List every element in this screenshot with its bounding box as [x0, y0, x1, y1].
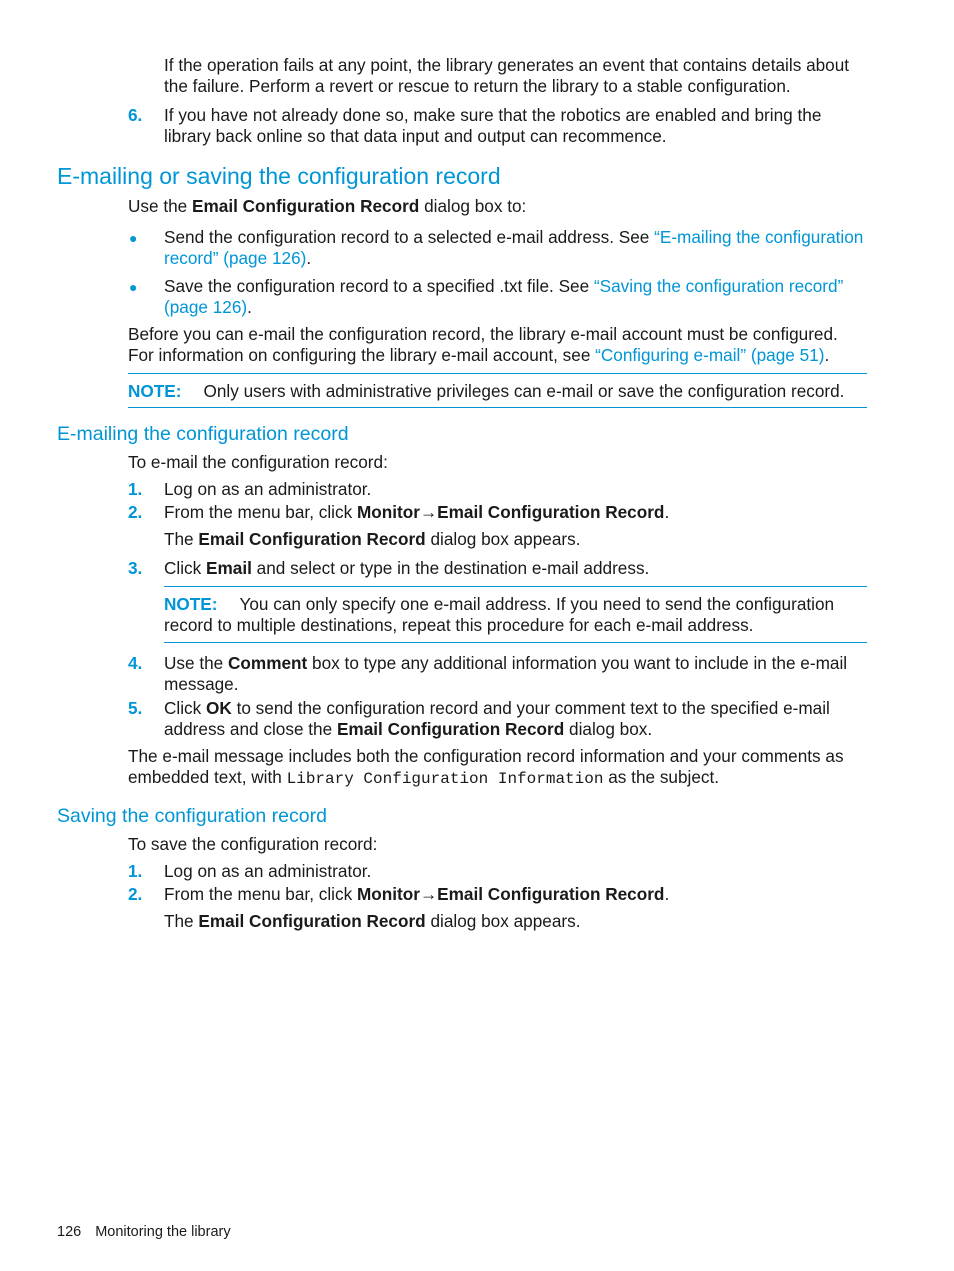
- page-footer: [57, 1222, 231, 1243]
- note-top-rule: [164, 586, 867, 587]
- note-bottom-rule: [128, 407, 867, 408]
- step-text: Click Email and select or type in the destination e-mail address.: [164, 558, 650, 578]
- subsection-heading: Saving the configuration record: [57, 805, 327, 827]
- note-label: NOTE:: [164, 594, 218, 614]
- page-number: 126: [57, 1224, 82, 1240]
- step-text: From the menu bar, click Monitor→Email Configuration Record.: [164, 884, 670, 904]
- note-top-rule: [128, 373, 867, 374]
- page-link[interactable]: “Configuring e-mail” (page 51): [595, 345, 825, 365]
- note-label: NOTE:: [128, 381, 182, 401]
- step-text: Click OK to send the configuration record and your comment text to the specified e-mail address and close the Email Configuration Record dialog box.: [164, 698, 830, 739]
- step-text: Log on as an administrator.: [164, 861, 372, 881]
- step-text: If you have not already done so, make sure that the robotics are enabled and bring the library back online so that data input and output can recommence.: [164, 105, 822, 146]
- bullet-icon: ●: [129, 230, 138, 246]
- subject-code: Library Configuration Information: [286, 770, 604, 788]
- step-number: 6.: [128, 105, 143, 125]
- bullet-item: Save the configuration record to a specified .txt file. See “Saving the configuration record” (page 126).: [164, 276, 844, 317]
- subsection-heading: E-mailing the configuration record: [57, 423, 349, 445]
- step-text: From the menu bar, click Monitor→Email Configuration Record.: [164, 502, 670, 522]
- failure-paragraph: If the operation fails at any point, the library generates an event that contains details about the failure. Perform a revert or rescue to return the library to a stable configuration.: [164, 55, 850, 96]
- note-box: NOTE: You can only specify one e-mail address. If you need to send the configuration record to multiple destinations, repeat this procedure for each e-mail address.: [164, 594, 835, 635]
- section-heading: E-mailing or saving the configuration record: [57, 163, 501, 189]
- step-number: 4.: [128, 653, 143, 673]
- procedure-intro: To save the configuration record:: [128, 834, 378, 854]
- page-link[interactable]: “Saving the configuration record” (page 126): [164, 276, 844, 317]
- use-dialog-paragraph: Use the Email Configuration Record dialog box to:: [128, 196, 527, 216]
- step-text: Log on as an administrator.: [164, 479, 372, 499]
- subject-paragraph: The e-mail message includes both the configuration record information and your comments as embedded text, with Library Configuration Information as the subject.: [128, 746, 844, 788]
- step-number: 5.: [128, 698, 143, 718]
- step-text: Use the Comment box to type any additional information you want to include in the e-mail message.: [164, 653, 848, 694]
- bullet-item: Send the configuration record to a selected e-mail address. See “E-mailing the configuration record” (page 126).: [164, 227, 864, 268]
- prerequisite-paragraph: Before you can e-mail the configuration record, the library e-mail account must be configured. For information on configuring the library e-mail account, see “Configuring e-mail” (page 51).: [128, 324, 838, 365]
- step-result: The Email Configuration Record dialog box appears.: [164, 911, 581, 931]
- step-number: 1.: [128, 479, 143, 499]
- chapter-title: Monitoring the library: [95, 1224, 231, 1240]
- step-number: 1.: [128, 861, 143, 881]
- page-link[interactable]: “E-mailing the configuration record” (page 126): [164, 227, 864, 268]
- procedure-intro: To e-mail the configuration record:: [128, 452, 388, 472]
- step-result: The Email Configuration Record dialog box appears.: [164, 529, 581, 549]
- note-bottom-rule: [164, 642, 867, 643]
- step-number: 3.: [128, 558, 143, 578]
- bullet-icon: ●: [129, 279, 138, 295]
- step-number: 2.: [128, 502, 143, 522]
- step-number: 2.: [128, 884, 143, 904]
- note-box: NOTE: Only users with administrative privileges can e-mail or save the configuration record.: [128, 381, 845, 401]
